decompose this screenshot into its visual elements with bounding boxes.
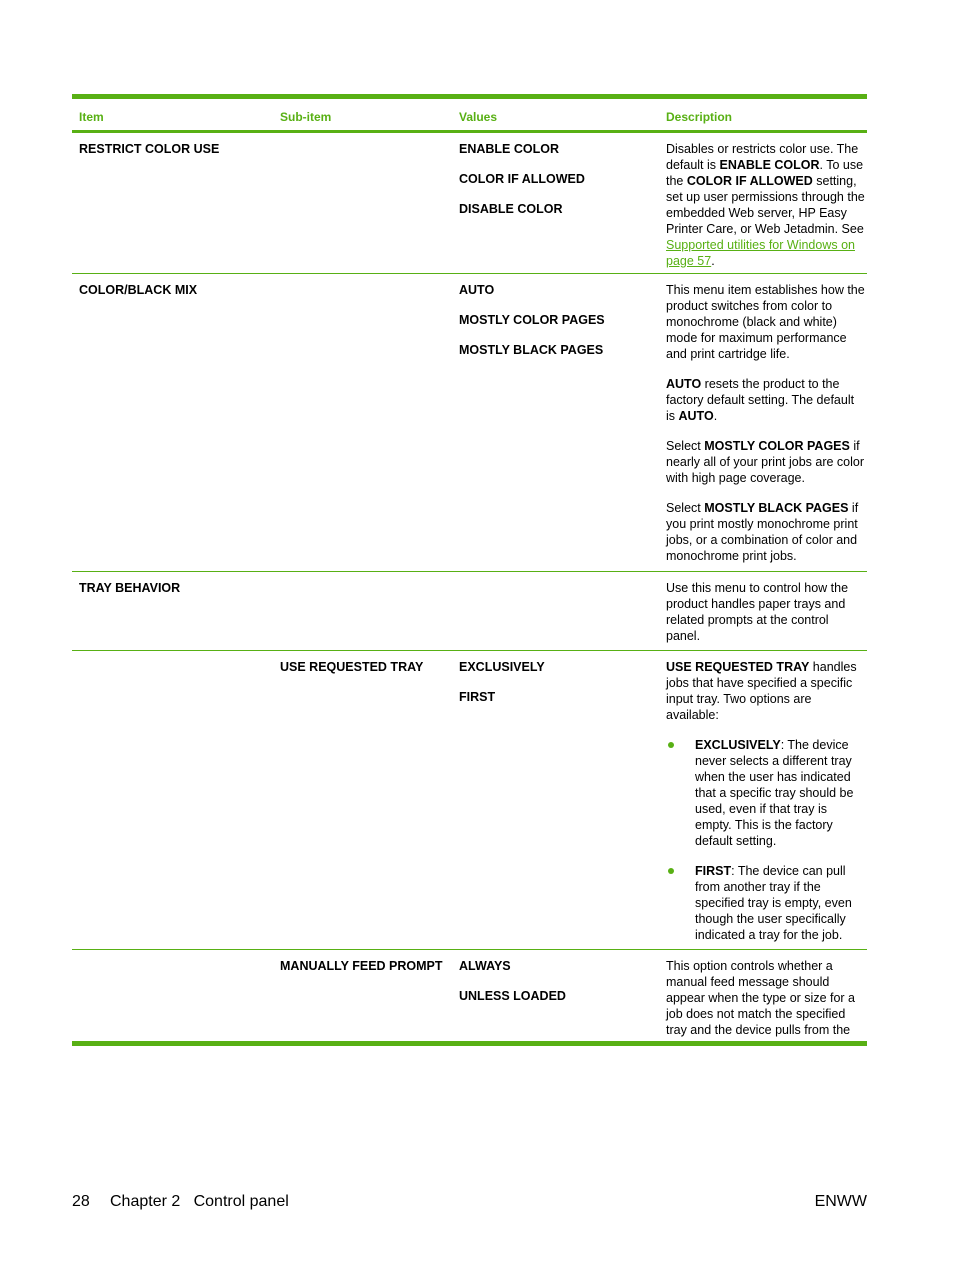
description-cell	[666, 282, 866, 564]
footer-label: ENWW	[814, 1193, 867, 1210]
value: ENABLE COLOR	[459, 142, 559, 156]
description-paragraph: This menu item establishes how the product switches from color to monochrome (black and white) mode for maximum performance and print cartridge life.	[666, 283, 865, 361]
supported-utilities-link[interactable]: Supported utilities for Windows on page 57	[666, 238, 855, 268]
table-header	[72, 99, 867, 133]
item-cell: TRAY BEHAVIOR	[79, 581, 181, 595]
table-row-manually-feed-prompt	[72, 950, 867, 1041]
subitem-cell: USE REQUESTED TRAY	[280, 660, 424, 674]
table-bottom-rule	[72, 1041, 867, 1046]
bullet-item: EXCLUSIVELY: The device never selects a different tray when the user has indicated that a specific tray should be used, even if that tray is empty. This is the factory default setting.	[666, 737, 866, 849]
value: EXCLUSIVELY	[459, 660, 545, 674]
value: DISABLE COLOR	[459, 202, 563, 216]
description-paragraph: AUTO resets the product to the factory default setting. The default is AUTO.	[666, 377, 855, 423]
description-paragraph: Select MOSTLY COLOR PAGES if nearly all of your print jobs are color with high page coverage.	[666, 439, 865, 485]
description-cell	[666, 141, 866, 269]
header-description: Description	[666, 110, 733, 124]
subitem-cell: MANUALLY FEED PROMPT	[280, 959, 443, 973]
item-cell: RESTRICT COLOR USE	[79, 142, 220, 156]
header-subitem: Sub-item	[280, 110, 332, 124]
value: UNLESS LOADED	[459, 989, 566, 1003]
bullet-item: FIRST: The device can pull from another tray if the specified tray is empty, even though the user specifically indicated a tray for the job.	[666, 863, 866, 943]
settings-table	[72, 94, 867, 1046]
description-cell	[666, 580, 866, 644]
description-paragraph: USE REQUESTED TRAY handles jobs that have specified a specific input tray. Two options are available:	[666, 660, 857, 722]
value: MOSTLY BLACK PAGES	[459, 343, 604, 357]
value: MOSTLY COLOR PAGES	[459, 313, 605, 327]
value: AUTO	[459, 283, 495, 297]
description-paragraph: Use this menu to control how the product handles paper trays and related prompts at the control panel.	[666, 581, 849, 643]
description-cell	[666, 958, 866, 1038]
description-paragraph: Select MOSTLY BLACK PAGES if you print mostly monochrome print jobs, or a combination of color and monochrome print jobs.	[666, 501, 859, 563]
description-paragraph: This option controls whether a manual feed message should appear when the type or size for a job does not match the specified tray and the device pulls from the	[666, 959, 856, 1037]
table-row-tray-behavior	[72, 572, 867, 651]
value: COLOR IF ALLOWED	[459, 172, 585, 186]
table-row-restrict-color-use	[72, 133, 867, 274]
bullet-dot-icon	[668, 868, 674, 874]
bullet-dot-icon	[668, 742, 674, 748]
values-cell	[459, 282, 659, 372]
chapter-title: Chapter 2 Control panel	[110, 1193, 289, 1210]
description-cell	[666, 659, 866, 943]
table-row-color-black-mix	[72, 274, 867, 572]
values-cell	[459, 659, 659, 719]
description-paragraph: Disables or restricts color use. The default is ENABLE COLOR. To use the COLOR IF ALLOWED setting, set up user permissions through the embedded Web server, HP Easy Printer Care, or Web Jetadmin. See Supported utilities for Windows on page 57.	[666, 142, 865, 268]
value: FIRST	[459, 690, 496, 704]
value: ALWAYS	[459, 959, 511, 973]
item-cell: COLOR/BLACK MIX	[79, 283, 198, 297]
header-item: Item	[79, 110, 104, 124]
page-number: 28	[72, 1193, 90, 1210]
header-values: Values	[459, 110, 498, 124]
values-cell	[459, 958, 659, 1018]
table-row-use-requested-tray	[72, 651, 867, 950]
values-cell	[459, 141, 659, 231]
